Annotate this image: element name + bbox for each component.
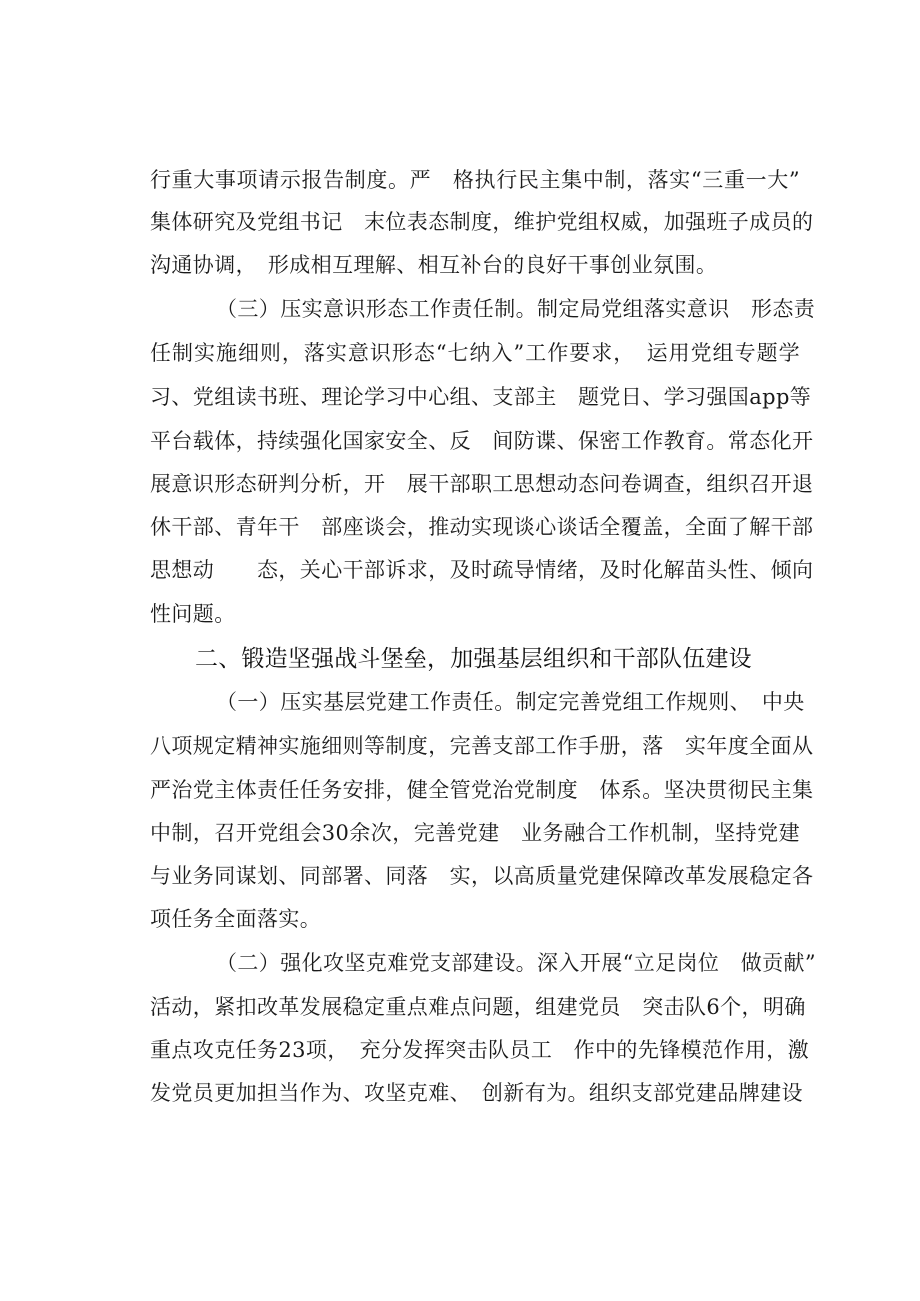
text-line: 项任务全面落实。 [150, 907, 322, 931]
text-line: （二）强化攻坚克难党支部建设。深入开展“立足岗位 做贡献” [216, 951, 817, 975]
text-line: 沟通协调， 形成相互理解、相互补台的良好干事创业氛围。 [150, 253, 718, 277]
text-line: 习、党组读书班、理论学习中心组、支部主 题党日、学习强国app等 [150, 385, 812, 409]
text-line: 展意识形态研判分析，开 展干部职工思想动态问卷调查，组织召开退 [150, 472, 814, 496]
text-line: 重点攻克任务23项， 充分发挥突击队员工 作中的先锋模范作用，激 [150, 1038, 810, 1062]
text-line: 性问题。 [150, 602, 236, 626]
text-line: 中制，召开党组会30余次，完善党建 业务融合工作机制，坚持党建 [150, 821, 800, 845]
text-line: （一）压实基层党建工作责任。制定完善党组工作规则、 中央 [216, 690, 805, 714]
text-line: 严治党主体责任任务安排，健全管党治党制度 体系。坚决贯彻民主集 [150, 778, 814, 802]
text-line: 发党员更加担当作为、攻坚克难、 创新有为。组织支部党建品牌建设 [150, 1081, 803, 1105]
text-line: 行重大事项请示报告制度。严 格执行民主集中制，落实“三重一大” [150, 168, 800, 192]
section-heading: 二、锻造坚强战斗堡垒，加强基层组织和干部队伍建设 [195, 646, 752, 672]
text-line: 休干部、青年干 部座谈会，推动实现谈心谈话全覆盖，全面了解干部 [150, 515, 814, 539]
text-line: 活动，紧扣改革发展稳定重点难点问题，组建党员 突击队6个，明确 [150, 995, 806, 1019]
text-line: 八项规定精神实施细则等制度，完善支部工作手册，落 实年度全面从 [150, 734, 814, 758]
text-line: 思想动 态，关心干部诉求，及时疏导情绪，及时化解苗头性、倾向 [150, 558, 814, 582]
text-line: 任制实施细则，落实意识形态“七纳入”工作要求， 运用党组专题学 [150, 341, 800, 365]
text-line: 平台载体，持续强化国家安全、反 间防谍、保密工作教育。常态化开 [150, 429, 814, 453]
text-line: 与业务同谋划、同部署、同落 实，以高质量党建保障改革发展稳定各 [150, 864, 814, 888]
text-line: 集体研究及党组书记 末位表态制度，维护党组权威，加强班子成员的 [150, 210, 814, 234]
text-line: （三）压实意识形态工作责任制。制定局党组落实意识 形态责 [216, 297, 816, 321]
